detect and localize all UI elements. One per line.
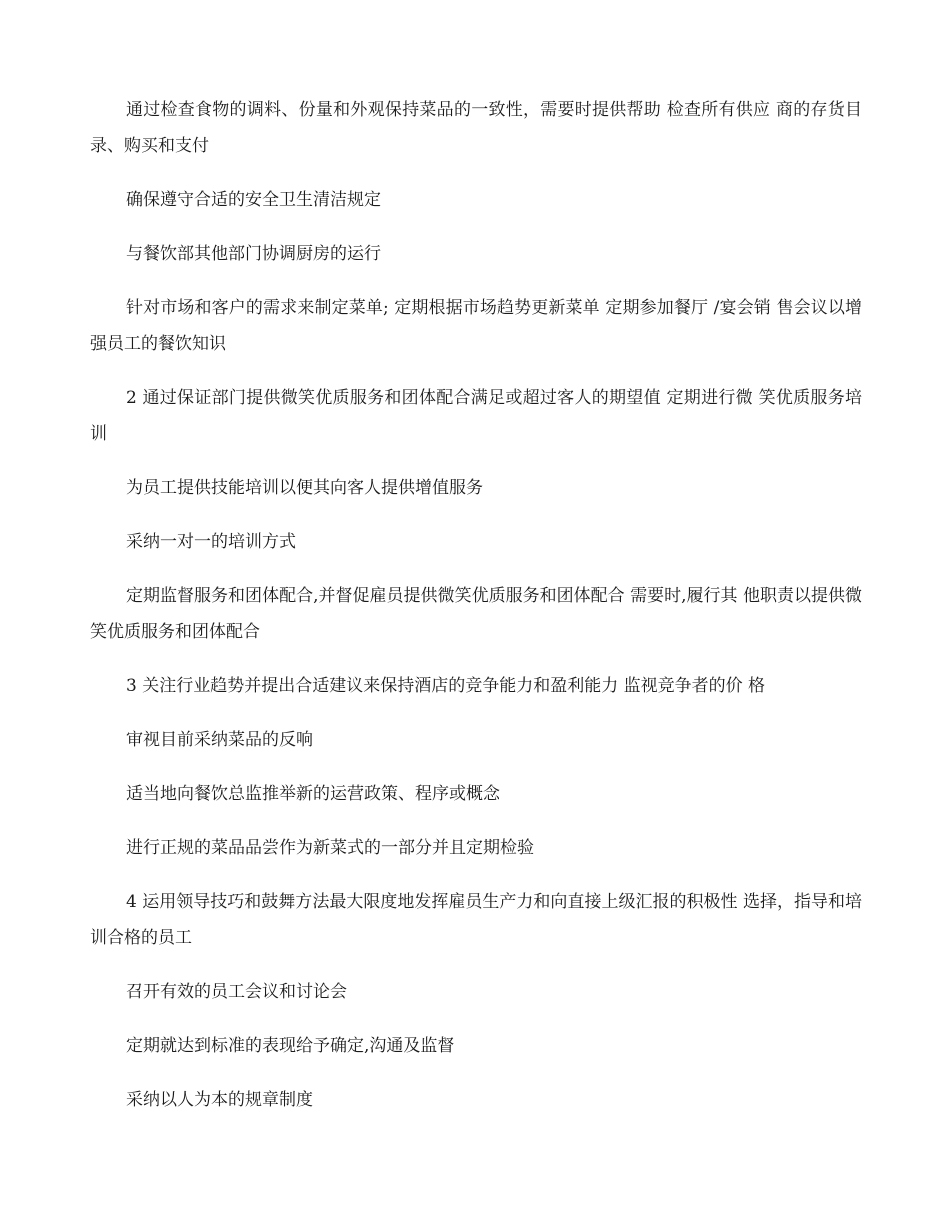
paragraph-7: 采纳一对一的培训方式	[126, 532, 296, 552]
paragraph-2: 确保遵守合适的安全卫生清洁规定	[126, 190, 381, 210]
paragraph-12: 进行正规的菜品品尝作为新菜式的一部分并且定期检验	[126, 838, 534, 858]
paragraph-6: 为员工提供技能培训以便其向客人提供增值服务	[126, 478, 483, 498]
paragraph-16: 采纳以人为本的规章制度	[126, 1090, 313, 1110]
document-page	[90, 92, 862, 1136]
paragraph-8: 定期监督服务和团体配合,并督促雇员提供微笑优质服务和团体配合 需要时,履行其 他职责以提供微笑优质服务和团体配合	[90, 586, 862, 642]
paragraph-15: 定期就达到标准的表现给予确定,沟通及监督	[126, 1036, 455, 1056]
paragraph-14: 召开有效的员工会议和讨论会	[126, 982, 347, 1002]
paragraph-4: 针对市场和客户的需求来制定菜单; 定期根据市场趋势更新菜单 定期参加餐厅 /宴会销 售会议以增强员工的餐饮知识	[90, 298, 862, 354]
paragraph-3: 与餐饮部其他部门协调厨房的运行	[126, 244, 381, 264]
paragraph-11: 适当地向餐饮总监推举新的运营政策、程序或概念	[126, 784, 500, 804]
paragraph-9: 3 关注行业趋势并提出合适建议来保持酒店的竞争能力和盈利能力 监视竞争者的价 格	[126, 676, 766, 696]
paragraph-5: 2 通过保证部门提供微笑优质服务和团体配合满足或超过客人的期望值 定期进行微 笑优质服务培训	[90, 388, 862, 444]
paragraph-13: 4 运用领导技巧和鼓舞方法最大限度地发挥雇员生产力和向直接上级汇报的积极性 选择，指导和培训合格的员工	[90, 892, 862, 948]
paragraph-1: 通过检查食物的调料、份量和外观保持菜品的一致性，需要时提供帮助 检查所有供应 商的存货目录、购买和支付	[90, 100, 862, 156]
paragraph-10: 审视目前采纳菜品的反响	[126, 730, 313, 750]
